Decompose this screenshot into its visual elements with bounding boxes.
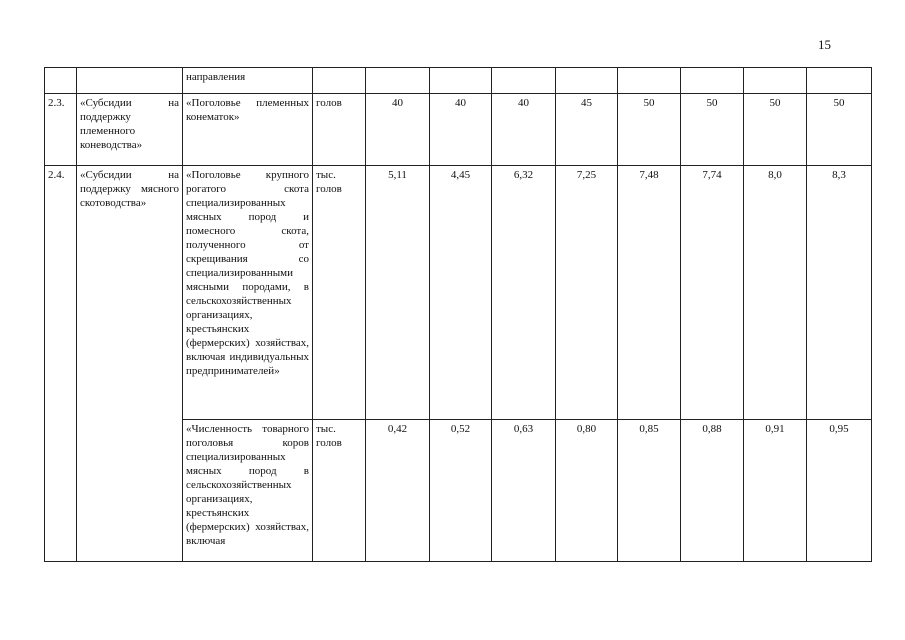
value-cell: 0,52 — [430, 420, 492, 562]
value-cell: 45 — [556, 94, 618, 166]
value-cell: 0,91 — [744, 420, 807, 562]
value-cell — [807, 68, 872, 94]
indicator-cell: «Поголовье племенных конематок» — [183, 94, 313, 166]
table-row — [45, 68, 872, 94]
value-cell — [366, 68, 430, 94]
value-cell: 50 — [618, 94, 681, 166]
value-cell: 0,85 — [618, 420, 681, 562]
value-cell: 40 — [366, 94, 430, 166]
row-number-cell — [45, 68, 77, 94]
value-cell: 0,42 — [366, 420, 430, 562]
value-cell: 50 — [744, 94, 807, 166]
value-cell: 0,80 — [556, 420, 618, 562]
value-cell: 0,63 — [492, 420, 556, 562]
measure-cell — [77, 68, 183, 94]
value-cell: 8,0 — [744, 166, 807, 420]
indicator-cell: «Поголовье крупного рогатого скота специализированных мясных пород и помесного скота, полученного от скрещивания со специализированными мясными породами, в сельскохозяйственных организациях, крестьянских (фермерских) хозяйствах, включая индивидуальных предпринимателей» — [183, 166, 313, 420]
value-cell — [430, 68, 492, 94]
value-cell — [681, 68, 744, 94]
value-cell: 0,88 — [681, 420, 744, 562]
table-row — [45, 166, 872, 420]
row-number-cell: 2.4. — [45, 166, 77, 562]
indicators-table — [44, 67, 872, 562]
table-row — [45, 94, 872, 166]
page-number: 15 — [818, 37, 831, 52]
value-cell: 40 — [430, 94, 492, 166]
value-cell: 7,74 — [681, 166, 744, 420]
value-cell: 7,25 — [556, 166, 618, 420]
value-cell: 0,95 — [807, 420, 872, 562]
value-cell — [492, 68, 556, 94]
row-number-cell: 2.3. — [45, 94, 77, 166]
measure-cell: «Субсидии на поддержку мясного скотоводства» — [77, 166, 183, 562]
unit-cell: тыс. голов — [313, 420, 366, 562]
measure-cell: «Субсидии на поддержку племенного коневодства» — [77, 94, 183, 166]
value-cell: 5,11 — [366, 166, 430, 420]
indicator-cell: «Численность товарного поголовья коров специализированных мясных пород в сельскохозяйственных организациях, крестьянских (фермерских) хозяйствах, включая — [183, 420, 313, 562]
value-cell: 40 — [492, 94, 556, 166]
value-cell: 50 — [807, 94, 872, 166]
value-cell: 4,45 — [430, 166, 492, 420]
value-cell: 6,32 — [492, 166, 556, 420]
value-cell: 7,48 — [618, 166, 681, 420]
value-cell: 8,3 — [807, 166, 872, 420]
unit-cell: голов — [313, 94, 366, 166]
indicator-cell: направления — [183, 68, 313, 94]
value-cell: 50 — [681, 94, 744, 166]
value-cell — [744, 68, 807, 94]
value-cell — [556, 68, 618, 94]
unit-cell: тыс. голов — [313, 166, 366, 420]
unit-cell — [313, 68, 366, 94]
value-cell — [618, 68, 681, 94]
